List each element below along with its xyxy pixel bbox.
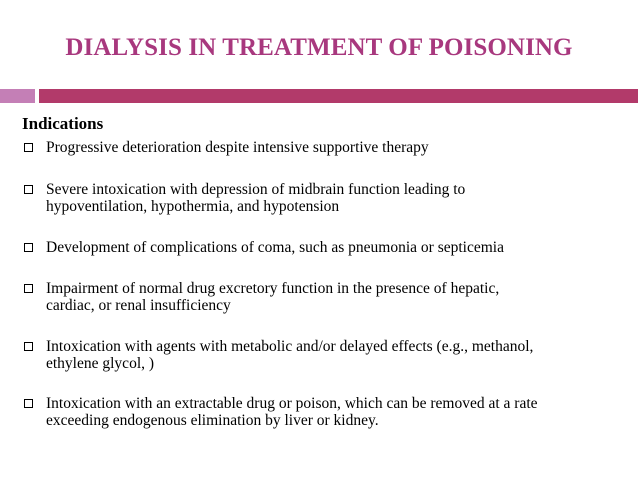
square-bullet-icon — [24, 185, 33, 194]
bullet-item — [22, 280, 622, 314]
bullet-text: Impairment of normal drug excretory function in the presence of hepatic, cardiac, or renal insufficiency — [46, 280, 500, 314]
bullet-text: Development of complications of coma, such as pneumonia or septicemia — [46, 239, 504, 256]
bullet-item — [22, 395, 622, 429]
square-bullet-icon — [24, 399, 33, 408]
bullet-list — [22, 139, 622, 429]
title-underline-bar — [39, 89, 638, 103]
title-underline-accent — [0, 89, 35, 103]
bullet-item — [22, 338, 622, 372]
square-bullet-icon — [24, 284, 33, 293]
square-bullet-icon — [24, 342, 33, 351]
bullet-text: Severe intoxication with depression of midbrain function leading to hypoventilation, hypothermia, and hypotension — [46, 181, 466, 215]
bullet-text: Progressive deterioration despite intensive supportive therapy — [46, 139, 429, 156]
bullet-text: Intoxication with an extractable drug or poison, which can be removed at a rate exceeding endogenous elimination by liver or kidney. — [46, 395, 538, 429]
bullet-item — [22, 139, 622, 156]
bullet-item — [22, 239, 622, 256]
square-bullet-icon — [24, 243, 33, 252]
bullet-item — [22, 181, 622, 215]
section-heading: Indications — [22, 114, 104, 133]
square-bullet-icon — [24, 143, 33, 152]
slide-title: DIALYSIS IN TREATMENT OF POISONING — [65, 34, 573, 61]
bullet-text: Intoxication with agents with metabolic and/or delayed effects (e.g., methanol, ethylene glycol, ) — [46, 338, 534, 372]
